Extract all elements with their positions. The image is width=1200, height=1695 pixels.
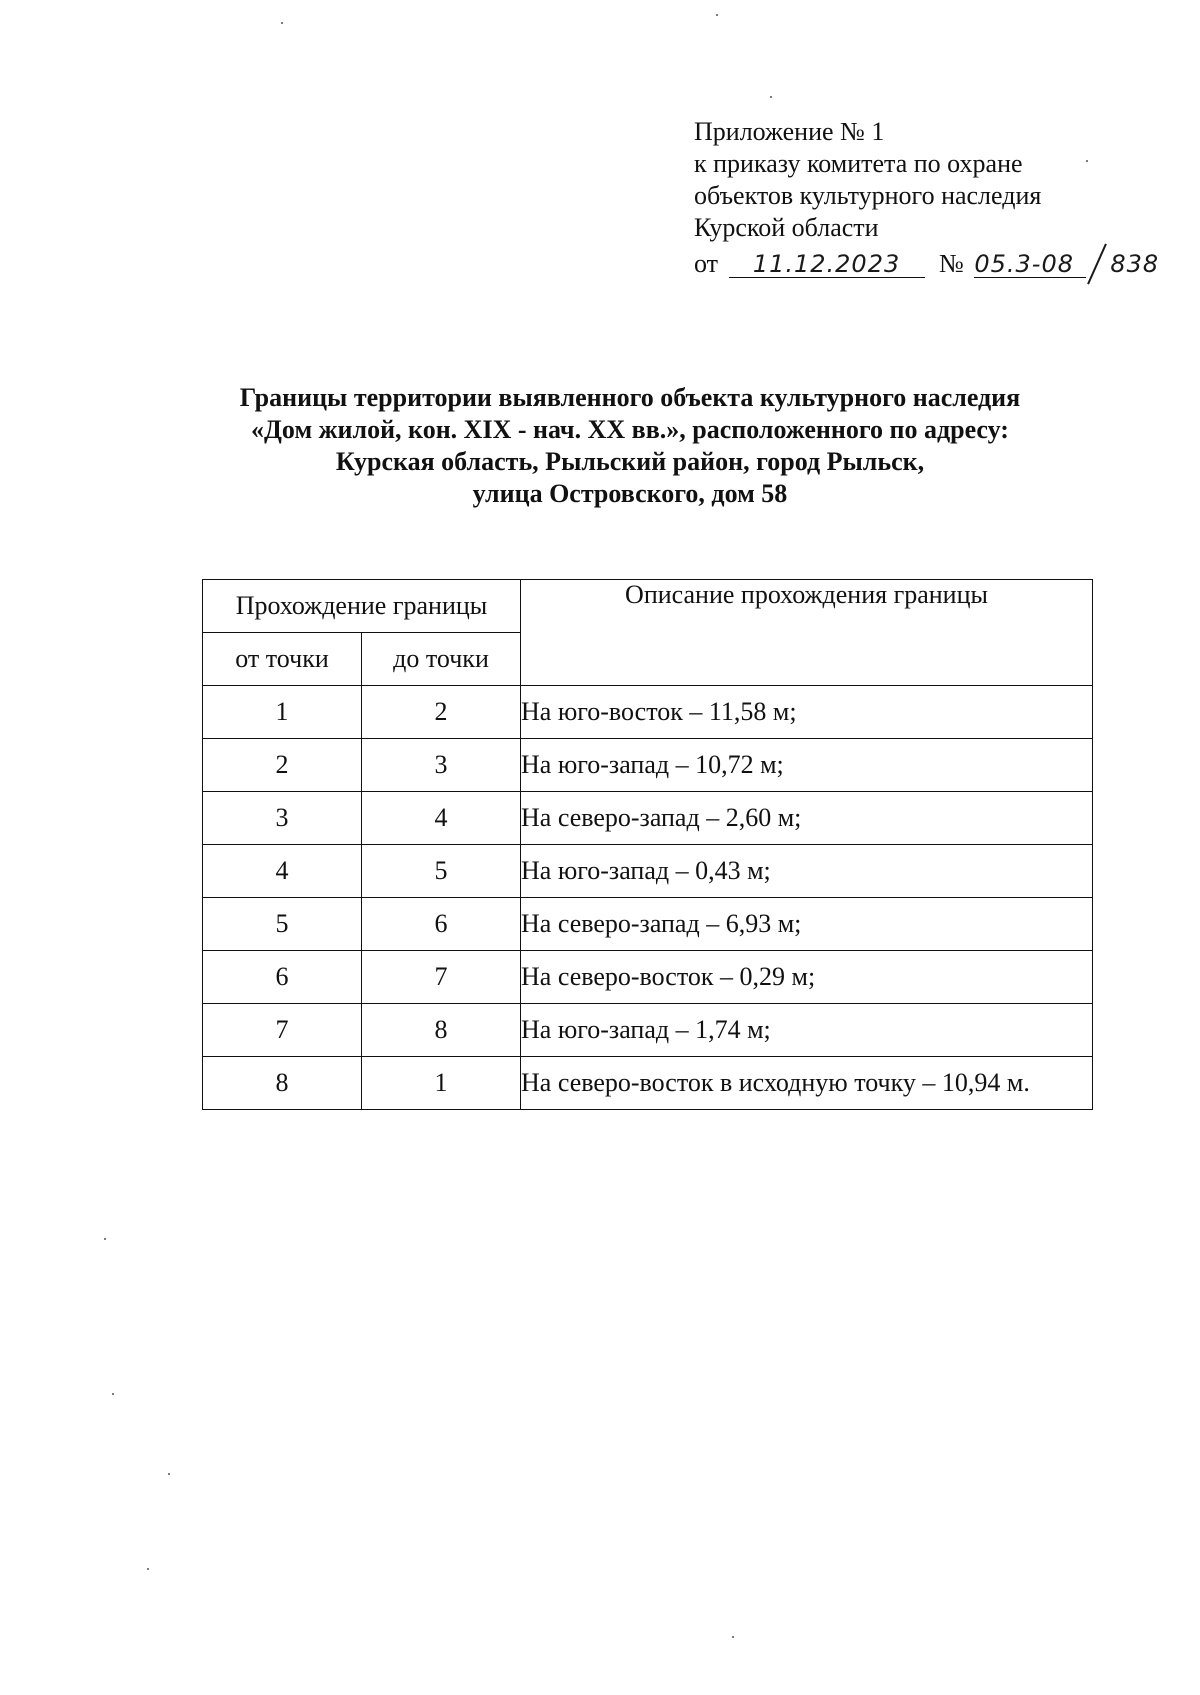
cell-description: На юго-восток – 11,58 м; [521, 686, 1093, 739]
scan-speck [147, 1568, 149, 1570]
appendix-line-3: объектов культурного наследия [694, 181, 1042, 210]
cell-to: 7 [362, 951, 521, 1004]
appendix-line-1: Приложение № 1 [694, 117, 885, 146]
cell-to: 1 [362, 1057, 521, 1110]
appendix-block [694, 116, 1159, 284]
boundary-table [202, 579, 1093, 1110]
title-line-4: улица Островского, дом 58 [472, 479, 788, 508]
cell-to: 8 [362, 1004, 521, 1057]
title-line-3: Курская область, Рыльский район, город Рыльск, [335, 447, 925, 476]
title-line-1: Границы территории выявленного объекта культурного наследия [239, 383, 1021, 412]
cell-from: 7 [203, 1004, 362, 1057]
table-row [203, 739, 1093, 792]
cell-from: 3 [203, 792, 362, 845]
order-date-number-line [694, 244, 1159, 284]
header-from-point: от точки [203, 633, 362, 686]
cell-description: На юго-запад – 0,43 м; [521, 845, 1093, 898]
appendix-line-2: к приказу комитета по охране [694, 149, 1023, 178]
table-header-row [203, 580, 1093, 633]
cell-description: На юго-запад – 10,72 м; [521, 739, 1093, 792]
cell-description: На северо-восток в исходную точку – 10,94 м. [521, 1057, 1093, 1110]
cell-to: 2 [362, 686, 521, 739]
scan-speck [770, 96, 772, 98]
cell-description: На северо-восток – 0,29 м; [521, 951, 1093, 1004]
cell-to: 5 [362, 845, 521, 898]
scan-speck [732, 1636, 734, 1638]
order-date-handwritten: 11.12.2023 [729, 251, 925, 278]
cell-to: 3 [362, 739, 521, 792]
cell-description: На юго-запад – 1,74 м; [521, 1004, 1093, 1057]
scan-speck [716, 14, 718, 16]
cell-from: 1 [203, 686, 362, 739]
cell-to: 4 [362, 792, 521, 845]
table-row [203, 1004, 1093, 1057]
table-row [203, 792, 1093, 845]
cell-from: 4 [203, 845, 362, 898]
table-row [203, 951, 1093, 1004]
title-line-2: «Дом жилой, кон. XIX - нач. XX вв.», расположенного по адресу: [251, 415, 1009, 444]
scan-speck [112, 1393, 114, 1395]
header-boundary-description: Описание прохождения границы [521, 580, 1093, 686]
order-number-handwritten: 05.3-08 [974, 251, 1086, 278]
header-to-point: до точки [362, 633, 521, 686]
scan-speck [281, 22, 283, 24]
cell-from: 5 [203, 898, 362, 951]
appendix-line-4: Курской области [694, 213, 879, 242]
number-prefix: № [939, 249, 964, 278]
table-row [203, 845, 1093, 898]
header-boundary-passage: Прохождение границы [203, 580, 521, 633]
document-title [150, 382, 1110, 510]
cell-description: На северо-запад – 6,93 м; [521, 898, 1093, 951]
cell-from: 8 [203, 1057, 362, 1110]
table-row [203, 898, 1093, 951]
table-row [203, 686, 1093, 739]
scan-speck [168, 1473, 170, 1475]
date-prefix: от [694, 249, 719, 278]
scan-speck [1086, 160, 1088, 162]
table-row [203, 1057, 1093, 1110]
scan-speck [104, 1238, 106, 1240]
cell-from: 6 [203, 951, 362, 1004]
cell-to: 6 [362, 898, 521, 951]
cell-description: На северо-запад – 2,60 м; [521, 792, 1093, 845]
order-number-suffix-handwritten: 838 [1110, 250, 1160, 278]
slash-mark [1086, 244, 1108, 284]
cell-from: 2 [203, 739, 362, 792]
